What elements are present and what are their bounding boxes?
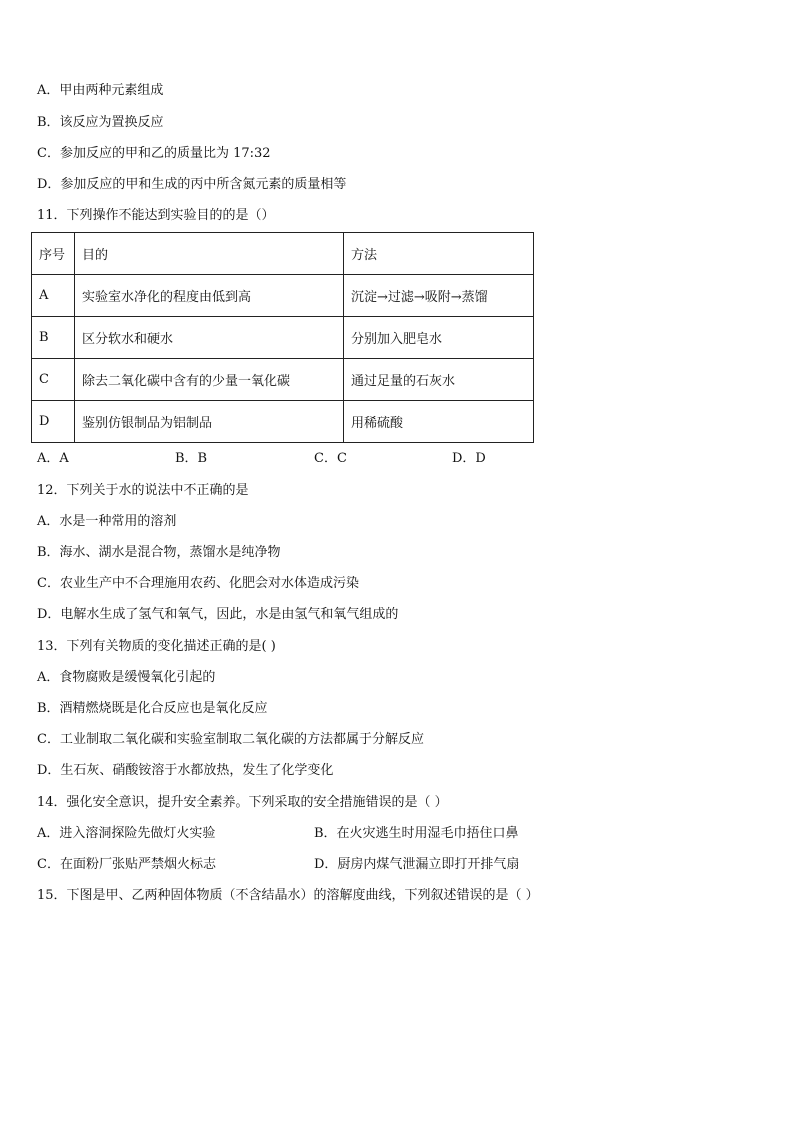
q10-option-c: C．参加反应的甲和乙的质量比为 17:32: [37, 146, 271, 161]
q11-option-a: A．A: [37, 451, 69, 466]
table-header-row: [32, 233, 534, 275]
table-cell: B: [32, 317, 75, 359]
table-row: [32, 275, 534, 317]
q11-stem: 11．下列操作不能达到实验目的的是（）: [37, 208, 275, 223]
table-header-cell: 目的: [75, 233, 344, 275]
table-cell: 分别加入肥皂水: [344, 317, 534, 359]
q14-option-a: A．进入溶洞探险先做灯火实验: [37, 826, 216, 841]
q11-option-c: C．C: [314, 451, 347, 466]
table-cell: A: [32, 275, 75, 317]
table-cell: 沉淀→过滤→吸附→蒸馏: [344, 275, 534, 317]
table-cell: C: [32, 359, 75, 401]
q13-option-d: D．生石灰、硝酸铵溶于水都放热，发生了化学变化: [37, 763, 334, 778]
q13-option-a: A．食物腐败是缓慢氧化引起的: [37, 670, 216, 685]
table-row: [32, 317, 534, 359]
q11-option-b: B．B: [175, 451, 208, 466]
table-cell: 通过足量的石灰水: [344, 359, 534, 401]
table-cell: 用稀硫酸: [344, 401, 534, 443]
q14-option-d: D．厨房内煤气泄漏立即打开排气扇: [314, 857, 520, 872]
table-cell: 除去二氧化碳中含有的少量一氧化碳: [75, 359, 344, 401]
q11-option-d: D．D: [452, 451, 486, 466]
q12-option-d: D．电解水生成了氢气和氧气，因此，水是由氢气和氧气组成的: [37, 607, 399, 622]
table-row: [32, 359, 534, 401]
q12-stem: 12．下列关于水的说法中不正确的是: [37, 483, 249, 498]
table-header-cell: 序号: [32, 233, 75, 275]
q14-option-b: B．在火灾逃生时用湿毛巾捂住口鼻: [314, 826, 519, 841]
q13-option-c: C．工业制取二氧化碳和实验室制取二氧化碳的方法都属于分解反应: [37, 732, 424, 747]
table-cell: D: [32, 401, 75, 443]
table-row: [32, 401, 534, 443]
q14-stem: 14．强化安全意识，提升安全素养。下列采取的安全措施错误的是（ ）: [37, 795, 448, 810]
table-cell: 鉴别仿银制品为铝制品: [75, 401, 344, 443]
q11-table: [31, 232, 534, 443]
q12-option-c: C．农业生产中不合理施用农药、化肥会对水体造成污染: [37, 576, 359, 591]
q10-option-d: D．参加反应的甲和生成的丙中所含氮元素的质量相等: [37, 177, 347, 192]
q15-stem: 15．下图是甲、乙两种固体物质（不含结晶水）的溶解度曲线，下列叙述错误的是（ ）: [37, 888, 539, 903]
q13-stem: 13．下列有关物质的变化描述正确的是( ): [37, 639, 276, 654]
q13-option-b: B．酒精燃烧既是化合反应也是氧化反应: [37, 701, 268, 716]
q12-option-a: A．水是一种常用的溶剂: [37, 514, 177, 529]
table-header-cell: 方法: [344, 233, 534, 275]
q12-option-b: B．海水、湖水是混合物，蒸馏水是纯净物: [37, 545, 281, 560]
q14-option-c: C．在面粉厂张贴严禁烟火标志: [37, 857, 216, 872]
table-cell: 实验室水净化的程度由低到高: [75, 275, 344, 317]
q10-option-a: A．甲由两种元素组成: [37, 83, 164, 98]
table-cell: 区分软水和硬水: [75, 317, 344, 359]
q10-option-b: B．该反应为置换反应: [37, 115, 164, 130]
